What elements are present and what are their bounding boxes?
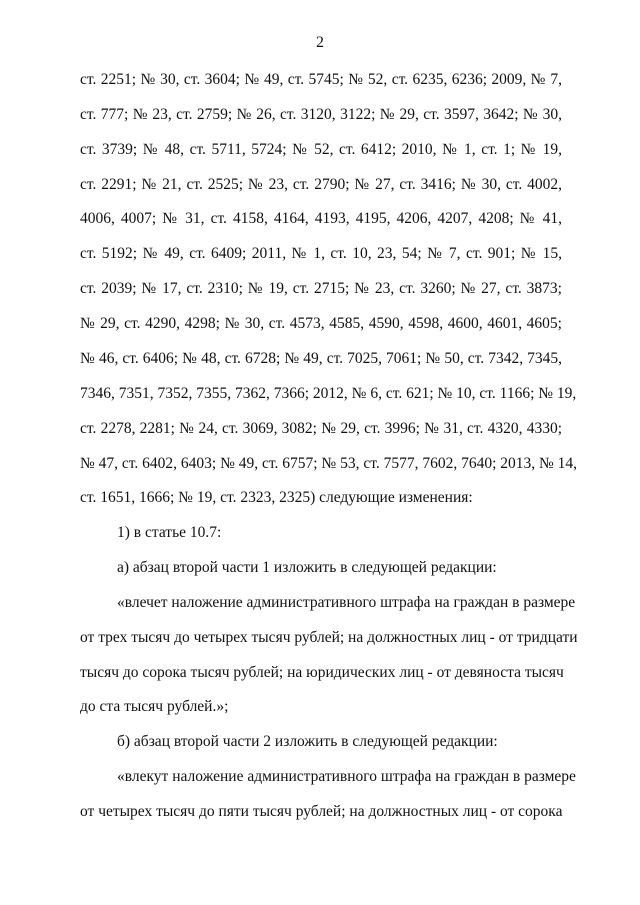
text-line: ст. 2291; № 21, ст. 2525; № 23, ст. 2790; № 27, ст. 3416; № 30, ст. 4002, xyxy=(80,176,562,193)
text-line: «влечет наложение административного штрафа на граждан в размере xyxy=(117,594,576,611)
text-line: а) абзац второй части 1 изложить в следующей редакции: xyxy=(117,559,497,576)
text-line: ст. 5192; № 49, ст. 6409; 2011, № 1, ст. 10, 23, 54; № 7, ст. 901; № 15, xyxy=(80,245,562,262)
text-line: от четырех тысяч до пяти тысяч рублей; на должностных лиц - от сорока xyxy=(80,803,563,820)
text-line: 4006, 4007; № 31, ст. 4158, 4164, 4193, 4195, 4206, 4207, 4208; № 41, xyxy=(80,210,562,227)
text-line: 7346, 7351, 7352, 7355, 7362, 7366; 2012, № 6, ст. 621; № 10, ст. 1166; № 19, xyxy=(80,385,577,402)
text-line: ст. 1651, 1666; № 19, ст. 2323, 2325) следующие изменения: xyxy=(80,489,473,506)
text-line: ст. 777; № 23, ст. 2759; № 26, ст. 3120, 3122; № 29, ст. 3597, 3642; № 30, xyxy=(80,106,562,123)
text-line: ст. 2251; № 30, ст. 3604; № 49, ст. 5745; № 52, ст. 6235, 6236; 2009, № 7, xyxy=(80,71,562,88)
text-line: ст. 2278, 2281; № 24, ст. 3069, 3082; № 29, ст. 3996; № 31, ст. 4320, 4330; xyxy=(80,420,562,437)
text-line: от трех тысяч до четырех тысяч рублей; на должностных лиц - от тридцати xyxy=(80,629,578,646)
text-line: ст. 3739; № 48, ст. 5711, 5724; № 52, ст. 6412; 2010, № 1, ст. 1; № 19, xyxy=(80,141,562,158)
text-line: «влекут наложение административного штрафа на граждан в размере xyxy=(117,768,576,785)
text-line: 1) в статье 10.7: xyxy=(117,524,222,541)
text-line: ст. 2039; № 17, ст. 2310; № 19, ст. 2715; № 23, ст. 3260; № 27, ст. 3873; xyxy=(80,280,562,297)
text-line: б) абзац второй части 2 изложить в следующей редакции: xyxy=(117,733,498,750)
text-line: № 47, ст. 6402, 6403; № 49, ст. 6757; № 53, ст. 7577, 7602, 7640; 2013, № 14, xyxy=(80,455,578,472)
text-line: до ста тысяч рублей.»; xyxy=(80,698,229,715)
text-line: № 29, ст. 4290, 4298; № 30, ст. 4573, 4585, 4590, 4598, 4600, 4601, 4605; xyxy=(80,315,562,332)
text-line: № 46, ст. 6406; № 48, ст. 6728; № 49, ст. 7025, 7061; № 50, ст. 7342, 7345, xyxy=(80,350,562,367)
page-number: 2 xyxy=(316,34,324,51)
text-line: тысяч до сорока тысяч рублей; на юридических лиц - от девяноста тысяч xyxy=(80,664,564,681)
